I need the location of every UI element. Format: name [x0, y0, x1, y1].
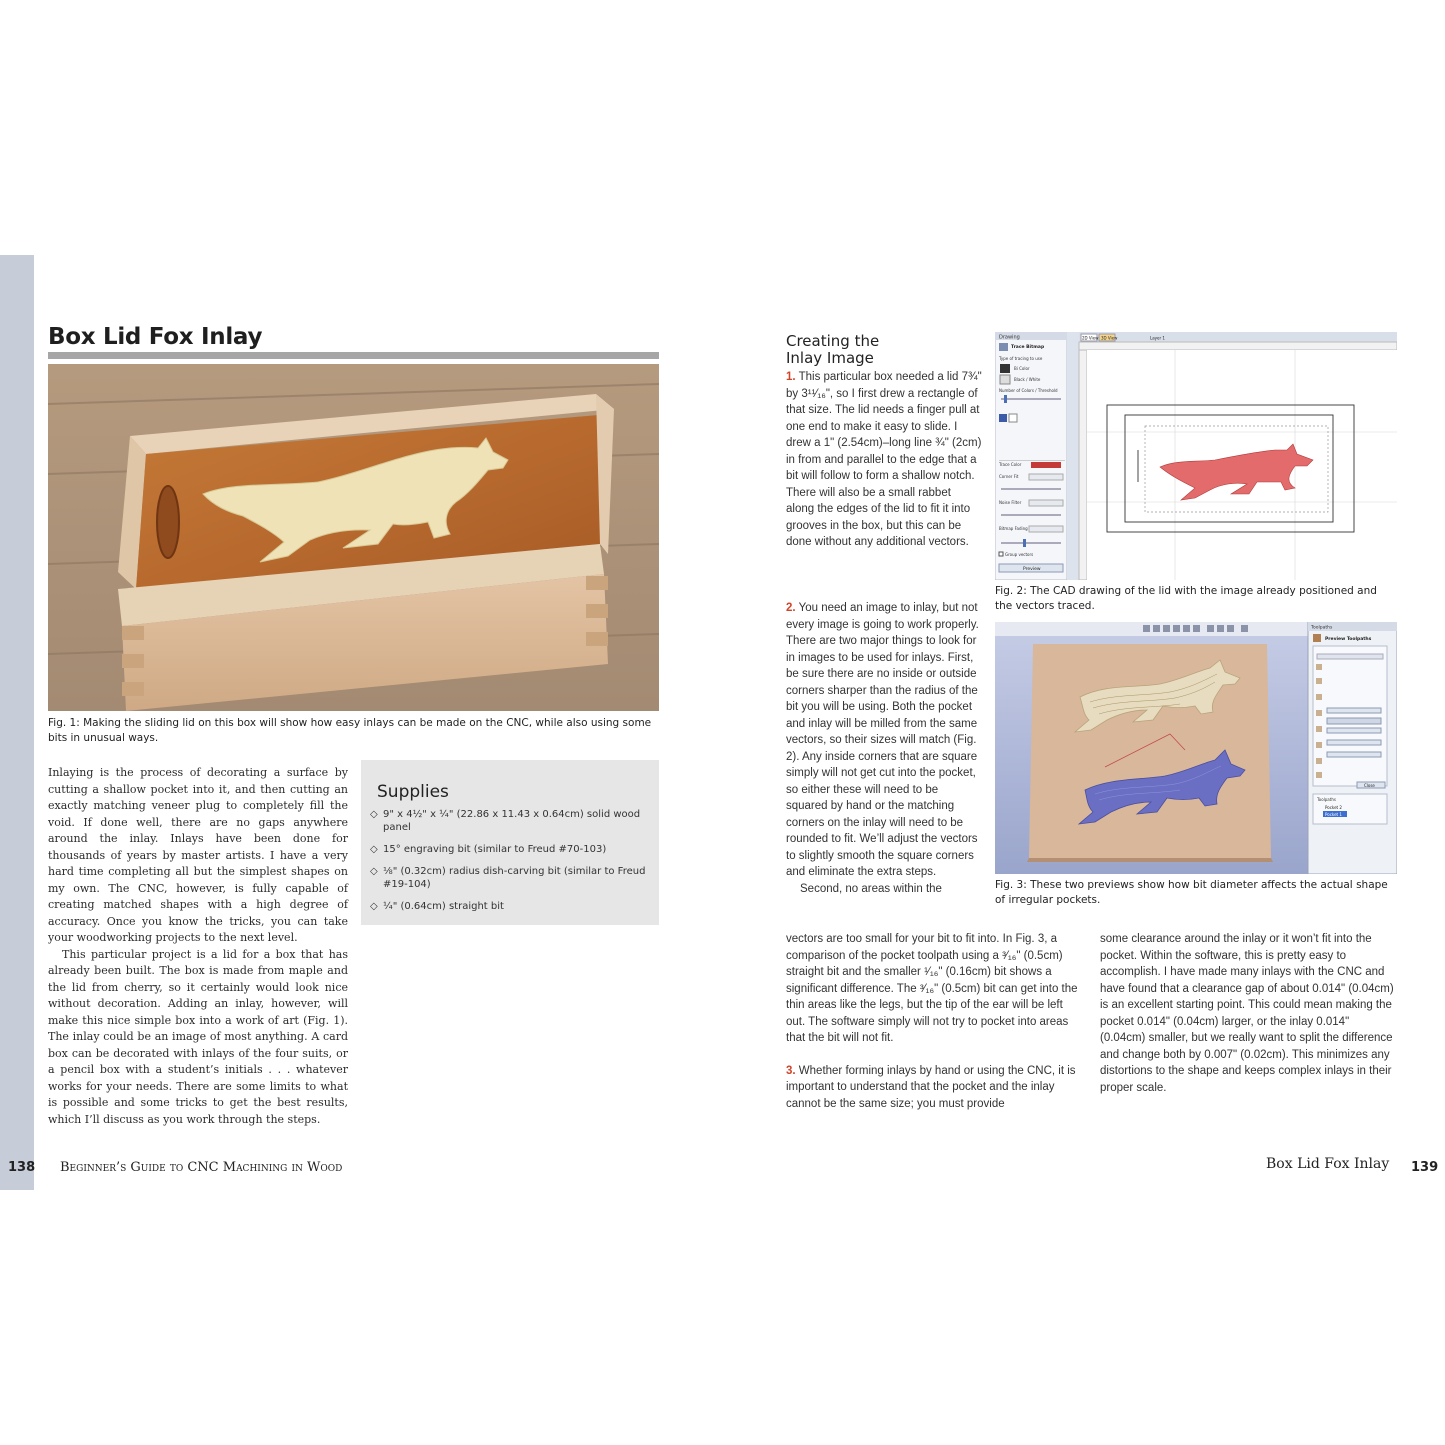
svg-text:Toolpaths: Toolpaths: [1317, 797, 1336, 802]
step-2-continued: vectors are too small for your bit to fit into. In Fig. 3, a comparison of the pocket toolpath using a ³⁄₁₆" (0.5cm) straight bit and the smaller ¹⁄₁₆" (0.16cm) bit shows a significant difference. The ³⁄₁₆" (0.5cm) bit can get into the thin areas like the legs, but the tip of the ear will be left out. The software simply will not try to pocket into areas that the bit will not fit. 3. Whether forming inlays by hand or using the CNC, it is important to understand that the pocket and the inlay cannot be the same size; you must provide: [786, 933, 1078, 1110]
svg-text:Pocket 2: Pocket 2: [1325, 805, 1342, 810]
svg-text:2D View: 2D View: [1082, 335, 1099, 341]
svg-text:Drawing: Drawing: [999, 334, 1020, 341]
page-edge-tab: [0, 255, 34, 1190]
svg-text:Trace Color: Trace Color: [999, 462, 1022, 467]
running-head-left: Beginner’s Guide to CNC Machining in Wood: [60, 1160, 343, 1175]
svg-text:Pocket 1: Pocket 1: [1325, 812, 1342, 817]
supplies-item: ◇ 9" x 4½" x ¼" (22.86 x 11.43 x 0.64cm) solid wood panel: [370, 809, 641, 833]
svg-text:Preview Toolpaths: Preview Toolpaths: [1325, 637, 1372, 642]
svg-text:3D View: 3D View: [1101, 335, 1118, 341]
intro-paragraph-2: This particular project is a lid for a box that has already been built. The box is made from maple and the lid from cherry, so it certainly would look nice without decoration. Adding an inlay, however, will make this nice simple box into a work of art (Fig. 1). The inlay could be an image of most anything. A card box can be decorated with inlays of the four suits, or a pencil box with a student’s initials . . . whatever works for your needs. There are some limits to what is possible and some tricks to get the best results, which I’ll discuss as you work through the steps.: [48, 947, 348, 1126]
svg-text:Type of tracing to use: Type of tracing to use: [999, 356, 1043, 361]
svg-text:Toolpaths: Toolpaths: [1311, 625, 1333, 631]
step-number: 3.: [786, 1064, 796, 1077]
step-3-continued: some clearance around the inlay or it won’t fit into the pocket. Within the software, this is pretty easy to accomplish. I have made many inlays with the CNC and have found that a clearance gap of about 0.014" (0.04cm) is an excellent starting point. This could mean making the pocket 0.014" (0.04cm) larger, or the inlay 0.014" (0.04cm) smaller, but we really want to split the difference and change both by 0.007" (0.02cm). This minimizes any distortions to the shape and keeps complex inlays in their proper scale.: [1100, 933, 1394, 1094]
fig1-photo: [48, 364, 659, 711]
step-2: 2. You need an image to inlay, but not every image is going to work properly. There are two major things to look for in images to be used for inlays. First, be sure there are no inside or outside corners sharper than the radius of the bit you will be using. Both the pocket and inlay will be milled from the same vectors, so their sizes will match (Fig. 2). Any inside corners that are square simply will not get cut into the pocket, so either these will need to be squared by hand or the matching corners on the inlay will need to be rounded to fit. We’ll adjust the vectors to slightly smooth the square corners and eliminate the extra steps. Second, no areas within the: [786, 602, 979, 895]
step-number: 2.: [786, 602, 796, 614]
svg-text:Noise Filter: Noise Filter: [999, 500, 1022, 505]
svg-text:Number of Colors / Threshold: Number of Colors / Threshold: [999, 388, 1058, 393]
intro-body: [48, 765, 348, 1128]
intro-paragraph-1: Inlaying is the process of decorating a surface by cutting a shallow pocket into it, and then cutting an exactly matching veneer plug to completely fill the void. If done well, there are no gaps anywhere around the inlay. Inlays have been done for thousands of years by master artists. I have a very hard time completing all but the simplest shapes on my own. The CNC, however, is fully capable of creating matched shapes with a high degree of accuracy. Once you know the tricks, you can take your woodworking projects to the next level.: [48, 766, 348, 944]
supplies-heading: Supplies: [377, 782, 449, 802]
page-number-right: 139: [1411, 1160, 1439, 1175]
diamond-bullet-icon: ◇: [370, 809, 378, 820]
title-rule: [48, 352, 659, 359]
supplies-item: ◇ ⅛" (0.32cm) radius dish-carving bit (similar to Freud #19-104): [370, 866, 646, 890]
fig1-caption: Fig. 1: Making the sliding lid on this box will show how easy inlays can be made on the CNC, while also using some bits in unusual ways.: [48, 717, 652, 744]
svg-text:Trace Bitmap: Trace Bitmap: [1011, 345, 1045, 350]
fig3-toolpath-screenshot: [995, 622, 1397, 874]
diamond-bullet-icon: ◇: [370, 866, 378, 877]
supplies-box: [361, 760, 659, 925]
supplies-item: ◇ 15° engraving bit (similar to Freud #70-103): [370, 844, 607, 855]
fig3-caption: Fig. 3: These two previews show how bit diameter affects the actual shape of irregular pockets.: [995, 879, 1388, 906]
svg-text:Corner Fit: Corner Fit: [999, 474, 1019, 479]
fig2-cad-screenshot: [995, 332, 1397, 580]
supplies-list: [361, 808, 659, 913]
svg-text:Black / White: Black / White: [1014, 377, 1041, 382]
svg-text:Group vectors: Group vectors: [1005, 552, 1034, 557]
diamond-bullet-icon: ◇: [370, 844, 378, 855]
step-number: 1.: [786, 371, 796, 383]
svg-text:Bi Color: Bi Color: [1014, 366, 1030, 371]
page-title: Box Lid Fox Inlay: [48, 324, 263, 350]
page-number-left: 138: [8, 1160, 36, 1175]
svg-text:Layer 1: Layer 1: [1150, 335, 1165, 341]
supplies-item: ◇ ¼" (0.64cm) straight bit: [370, 901, 504, 912]
svg-text:Close: Close: [1364, 783, 1375, 788]
svg-text:Bitmap Fading: Bitmap Fading: [999, 526, 1028, 531]
svg-text:Preview: Preview: [1023, 567, 1041, 572]
step-1: 1. This particular box needed a lid 7¾" by 3¹¹⁄₁₆", so I first drew a rectangle of that size. The lid needs a finger pull at one end to make it easy to slide. I drew a 1" (2.54cm)–long line ¾" (2cm) in from and parallel to the edge that a bit will follow to form a shallow notch. There will also be a small rabbet along the edges of the lid to fit it into grooves in the box, but this can be done without any additional vectors.: [786, 371, 982, 548]
section-subhead: Creating the Inlay Image: [786, 332, 880, 367]
diamond-bullet-icon: ◇: [370, 901, 378, 912]
running-head-right: Box Lid Fox Inlay: [1266, 1156, 1390, 1172]
fig2-caption: Fig. 2: The CAD drawing of the lid with the image already positioned and the vectors traced.: [995, 585, 1377, 612]
